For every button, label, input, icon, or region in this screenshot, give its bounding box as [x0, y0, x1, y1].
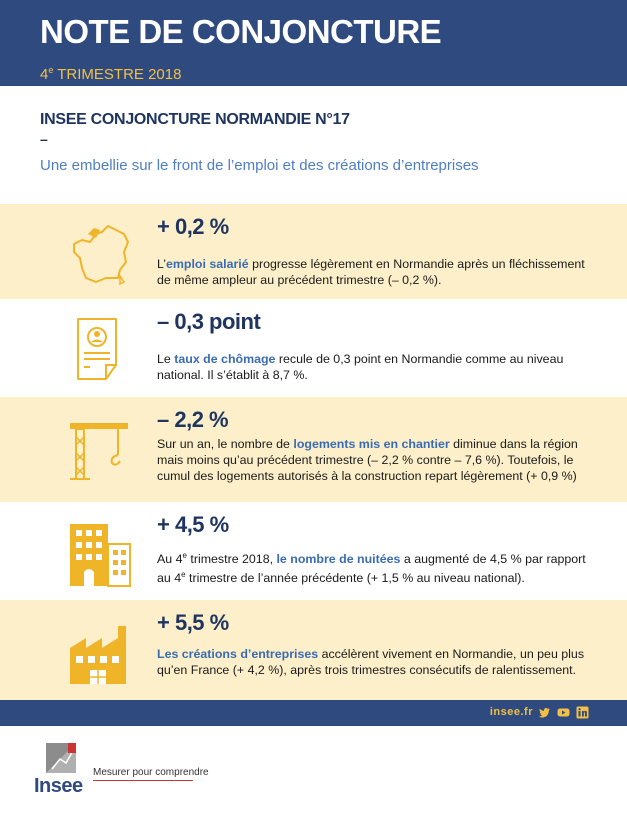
construction-crane-icon: [60, 409, 140, 489]
quarter-label: 4e TRIMESTRE 2018: [40, 65, 182, 83]
page-title: NOTE DE CONJONCTURE: [40, 13, 442, 50]
footer-bar: [0, 700, 627, 726]
insee-website-link[interactable]: insee.fr: [489, 706, 533, 718]
indicator-value: + 4,5 %: [157, 512, 229, 537]
indicator-text: Sur un an, le nombre de logements mis en chantier diminue dans la région mais moins qu’au précédent trimestre (– 2,2 % contre – 7,6 %). Toutefois, le cumul des logements autorisés à la construction repart légèrement (+ 0,9 %): [157, 437, 578, 483]
indicator-text: L’emploi salarié progresse légèrement en Normandie après un fléchissement de même ampleur au précédent trimestre (– 0,2 %).: [157, 257, 585, 287]
indicator-value: + 0,2 %: [157, 214, 229, 239]
linkedin-icon[interactable]: [576, 706, 589, 719]
slogan-underline: [93, 780, 193, 781]
publication-title: INSEE CONJONCTURE NORMANDIE N°17: [40, 111, 350, 128]
indicator-text: Au 4e trimestre 2018, le nombre de nuitées a augmenté de 4,5 % par rapport au 4e trimestre de l’année précédente (+ 1,5 % au niveau national).: [157, 551, 586, 586]
indicator-value: – 2,2 %: [157, 407, 229, 432]
indicator-employment: [0, 204, 627, 299]
header-banner: [0, 0, 627, 86]
indicator-value: – 0,3 point: [157, 309, 261, 334]
insee-slogan: Mesurer pour comprendre: [93, 767, 209, 778]
youtube-icon[interactable]: [557, 706, 570, 719]
indicator-business: [0, 600, 627, 700]
insee-logo-text: Insee: [34, 775, 83, 797]
indicator-value: + 5,5 %: [157, 610, 229, 635]
social-links: [538, 706, 589, 719]
indicator-tourism: [0, 502, 627, 600]
factory-icon: [60, 612, 140, 692]
indicator-text: Les créations d’entreprises accélèrent vivement en Normandie, un peu plus qu’en France (+ 4,2 %), après trois trimestres consécutifs de ralentissement.: [157, 647, 585, 677]
resume-document-icon: [60, 311, 140, 391]
indicator-housing: [0, 397, 627, 502]
france-map-icon: [60, 212, 140, 292]
publication-tagline: Une embellie sur le front de l’emploi et des créations d’entreprises: [40, 157, 479, 174]
indicator-text: Le taux de chômage recule de 0,3 point en Normandie comme au niveau national. Il s’établit à 8,7 %.: [157, 352, 564, 382]
hotel-building-icon: [60, 514, 140, 594]
publication-dash: –: [40, 131, 48, 147]
twitter-icon[interactable]: [538, 706, 551, 719]
indicator-unemployment: [0, 299, 627, 397]
